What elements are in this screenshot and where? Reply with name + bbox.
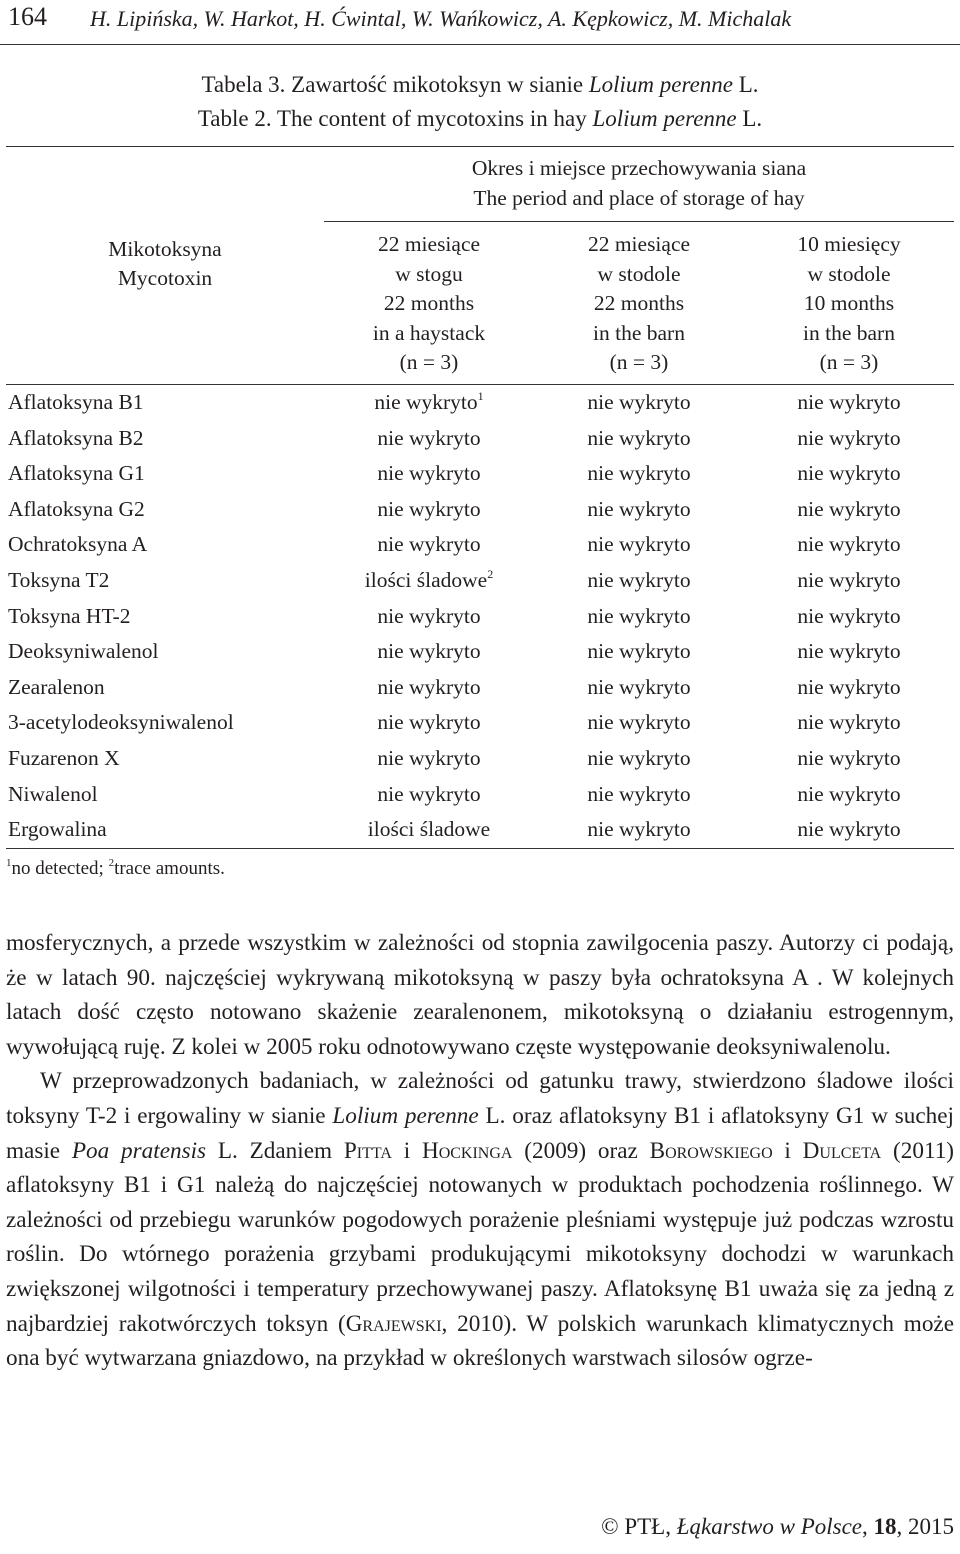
cell-text: nie wykryto — [377, 639, 481, 664]
column-header-barn-22 — [534, 222, 744, 385]
row-mycotoxin-name: Aflatoksyna G2 — [8, 496, 145, 521]
footnote-marker: 2 — [108, 857, 115, 869]
table-footnote — [6, 858, 225, 880]
row-mycotoxin-name: Ergowalina — [8, 817, 107, 842]
footnote-marker: 1 — [477, 388, 484, 403]
row-value-barn-10: nie wykryto — [797, 710, 901, 735]
row-mycotoxin-name: Niwalenol — [8, 781, 98, 806]
row-mycotoxin-name: Aflatoksyna B1 — [8, 389, 144, 414]
row-value-barn-10: nie wykryto — [797, 817, 901, 842]
col-header-line: 10 months — [803, 291, 895, 316]
mycotoxin-header-pl: Mikotoksyna — [108, 237, 222, 261]
table-row — [6, 670, 954, 706]
row-value-barn-22: nie wykryto — [587, 781, 691, 806]
row-mycotoxin-name: Fuzarenon X — [8, 745, 120, 770]
row-value-haystack — [324, 456, 534, 492]
citation-author: Dulceta — [802, 1137, 882, 1164]
cell-text: nie wykryto — [377, 603, 481, 628]
row-mycotoxin-name: Deoksyniwalenol — [8, 639, 159, 664]
text-run: L. oraz aflatoksyny B1 i aflatoksyny G1 w suchej masie — [6, 1102, 954, 1164]
cell-text: nie wykryto — [377, 532, 481, 557]
col-header-line: 10 miesięcy — [797, 232, 901, 256]
caption-pl-text: Tabela 3. Zawartość mikotoksyn w sianie — [201, 72, 589, 97]
caption-en-text: Table 2. The content of mycotoxins in hay — [197, 106, 593, 131]
row-value-barn-10: nie wykryto — [797, 567, 901, 592]
row-mycotoxin-name: Toksyna HT-2 — [8, 603, 131, 628]
citation-author: Pitta — [343, 1137, 392, 1164]
row-value-haystack — [324, 670, 534, 706]
journal-volume: 18 — [873, 1514, 897, 1539]
table-row — [6, 777, 954, 813]
table-row — [6, 384, 954, 420]
table-row — [6, 741, 954, 777]
col-header-line: in the barn — [593, 320, 685, 345]
cell-text: nie wykryto — [377, 425, 481, 450]
row-value-haystack — [324, 741, 534, 777]
row-value-barn-10: nie wykryto — [797, 639, 901, 664]
caption-pl-suffix: L. — [732, 72, 759, 97]
storage-group-header — [324, 147, 954, 222]
cell-text: ilości śladowe — [367, 817, 491, 842]
footnote-marker: 2 — [487, 566, 494, 581]
species-name: Poa pratensis — [71, 1137, 207, 1164]
table-row — [6, 527, 954, 563]
col-header-line: 22 months — [383, 291, 475, 316]
col-header-line: 22 miesiące — [377, 232, 481, 256]
row-mycotoxin-name: Aflatoksyna B2 — [8, 425, 144, 450]
table-row — [6, 599, 954, 635]
caption-en-suffix: L. — [736, 106, 763, 131]
row-value-barn-22: nie wykryto — [587, 817, 691, 842]
text-run: , 2010). W polskich warunkach klimatycznych może ona być wytwarzana gniazdowo, na przykład w określonych warstwach silosów ogrze- — [6, 1310, 954, 1372]
text-run: i — [772, 1137, 803, 1164]
header-rule — [0, 44, 960, 45]
col-header-line: w stodole — [807, 261, 891, 286]
cell-text: nie wykryto — [377, 781, 481, 806]
row-value-barn-22: nie wykryto — [587, 425, 691, 450]
caption-en-species: Lolium perenne — [592, 106, 737, 131]
row-value-barn-10: nie wykryto — [797, 425, 901, 450]
citation-author: Grajewski — [345, 1310, 442, 1337]
page-header — [4, 0, 954, 44]
cell-text: ilości śladowe — [364, 567, 488, 592]
table-caption-en — [0, 106, 960, 132]
row-value-barn-10: nie wykryto — [797, 461, 901, 486]
row-value-barn-22: nie wykryto — [587, 567, 691, 592]
col-header-line: w stogu — [395, 261, 463, 286]
col-header-line: in the barn — [803, 320, 895, 345]
caption-pl-species: Lolium perenne — [588, 72, 733, 97]
table-row — [6, 812, 954, 848]
table-caption-pl — [0, 72, 960, 98]
row-value-barn-22: nie wykryto — [587, 496, 691, 521]
table-row — [6, 492, 954, 528]
row-value-haystack — [324, 777, 534, 813]
paragraph — [6, 1064, 954, 1375]
col-header-line: w stodole — [597, 261, 681, 286]
row-value-barn-22: nie wykryto — [587, 603, 691, 628]
col-header-line: (n = 3) — [399, 350, 459, 375]
table-row — [6, 421, 954, 457]
species-name: Lolium perenne — [332, 1102, 479, 1129]
journal-name: Łąkarstwo w Polsce — [676, 1514, 862, 1539]
page-number: 164 — [8, 2, 47, 31]
row-value-barn-10: nie wykryto — [797, 532, 901, 557]
table-row — [6, 456, 954, 492]
row-value-barn-10: nie wykryto — [797, 781, 901, 806]
row-mycotoxin-name: Zearalenon — [8, 674, 105, 699]
row-value-haystack — [324, 563, 534, 599]
citation-author: Hockinga — [421, 1137, 513, 1164]
row-value-barn-10: nie wykryto — [797, 745, 901, 770]
citation-author: Borowskiego — [649, 1137, 773, 1164]
row-mycotoxin-name: 3-acetylodeoksyniwalenol — [8, 710, 234, 735]
row-value-haystack — [324, 492, 534, 528]
table-row — [6, 705, 954, 741]
col-header-line: 22 miesiące — [587, 232, 691, 256]
col-header-line: 22 months — [593, 291, 685, 316]
row-value-barn-22: nie wykryto — [587, 389, 691, 414]
row-value-barn-22: nie wykryto — [587, 674, 691, 699]
text-run: L. Zdaniem — [206, 1137, 344, 1164]
row-value-barn-22: nie wykryto — [587, 710, 691, 735]
row-value-haystack — [324, 527, 534, 563]
column-header-haystack — [324, 222, 534, 385]
row-mycotoxin-name: Toksyna T2 — [8, 567, 110, 592]
row-value-haystack — [324, 599, 534, 635]
row-value-haystack — [324, 705, 534, 741]
mycotoxin-header-en: Mycotoxin — [117, 266, 213, 290]
text-run: i — [391, 1137, 422, 1164]
row-value-barn-22: nie wykryto — [587, 745, 691, 770]
col-header-line: (n = 3) — [819, 350, 879, 375]
row-mycotoxin-name: Aflatoksyna G1 — [8, 461, 145, 486]
mycotoxin-table — [6, 146, 954, 849]
table-row — [6, 563, 954, 599]
copyright-text: © PTŁ, — [601, 1514, 677, 1539]
footnote-marker: 1 — [6, 857, 12, 869]
row-value-haystack — [324, 421, 534, 457]
row-value-haystack — [324, 384, 534, 420]
text-run: W przeprowadzonych badaniach, w zależności od gatunku trawy, stwierdzono śladowe ilości toksyny T-2 i ergowaliny w sianie — [6, 1068, 954, 1129]
storage-header-en: The period and place of storage of hay — [473, 186, 805, 210]
cell-text: nie wykryto — [377, 710, 481, 735]
row-value-barn-10: nie wykryto — [797, 496, 901, 521]
col-header-line: (n = 3) — [609, 350, 669, 375]
storage-header-pl: Okres i miejsce przechowywania siana — [471, 156, 807, 180]
row-value-haystack — [324, 812, 534, 848]
column-header-barn-10 — [744, 222, 954, 385]
table-row — [6, 634, 954, 670]
text-run: (2009) oraz — [512, 1137, 650, 1164]
running-authors: H. Lipińska, W. Harkot, H. Ćwintal, W. Wańkowicz, A. Kępkowicz, M. Michalak — [90, 6, 792, 31]
row-mycotoxin-name: Ochratoksyna A — [8, 532, 148, 557]
row-value-barn-10: nie wykryto — [797, 674, 901, 699]
cell-text: nie wykryto — [377, 674, 481, 699]
row-value-barn-22: nie wykryto — [587, 532, 691, 557]
cell-text: nie wykryto — [377, 745, 481, 770]
row-value-barn-10: nie wykryto — [797, 389, 901, 414]
row-value-haystack — [324, 634, 534, 670]
cell-text: nie wykryto — [374, 389, 478, 414]
cell-text: nie wykryto — [377, 461, 481, 486]
footnote-text: no detected; — [11, 858, 109, 879]
footer-separator: , — [862, 1514, 874, 1539]
text-run: (2011) aflatoksyny B1 i G1 należą do najczęściej notowanych w produktach pochodzenia roślinnego. W zależności od przebiegu warunków pogodowych porażenie pleśniami występuje już podczas wzrostu roślin. Do wtórnego porażenia grzybami produkującymi mikotoksyny dochodzi w warunkach zwiększonej wilgotności i temperatury przechowywanej paszy. Aflatoksynę B1 uważa się za jedną z najbardziej rakotwórczych toksyn ( — [6, 1137, 955, 1337]
journal-year: , 2015 — [896, 1514, 954, 1539]
row-value-barn-10: nie wykryto — [797, 603, 901, 628]
row-value-barn-22: nie wykryto — [587, 461, 691, 486]
row-value-barn-22: nie wykryto — [587, 639, 691, 664]
paragraph: mosferycznych, a przede wszystkim w zależności od stopnia zawilgocenia paszy. Autorzy ci podają, że w latach 90. najczęściej wykrywaną mikotoksyną w paszy była ochratoksyna A . W kolejnych latach dość często notowano skażenie zearalenonem, mikotoksyną o działaniu estrogennym, wywołującą ruję. Z kolei w 2005 roku odnotowywano częste występowanie deoksyniwalenolu. — [6, 930, 954, 1060]
col-header-line: in a haystack — [372, 320, 486, 345]
footnote-text: trace amounts. — [114, 858, 225, 879]
cell-text: nie wykryto — [377, 496, 481, 521]
page-footer — [601, 1514, 954, 1540]
body-text — [6, 926, 954, 1376]
mycotoxin-column-header — [6, 147, 324, 385]
